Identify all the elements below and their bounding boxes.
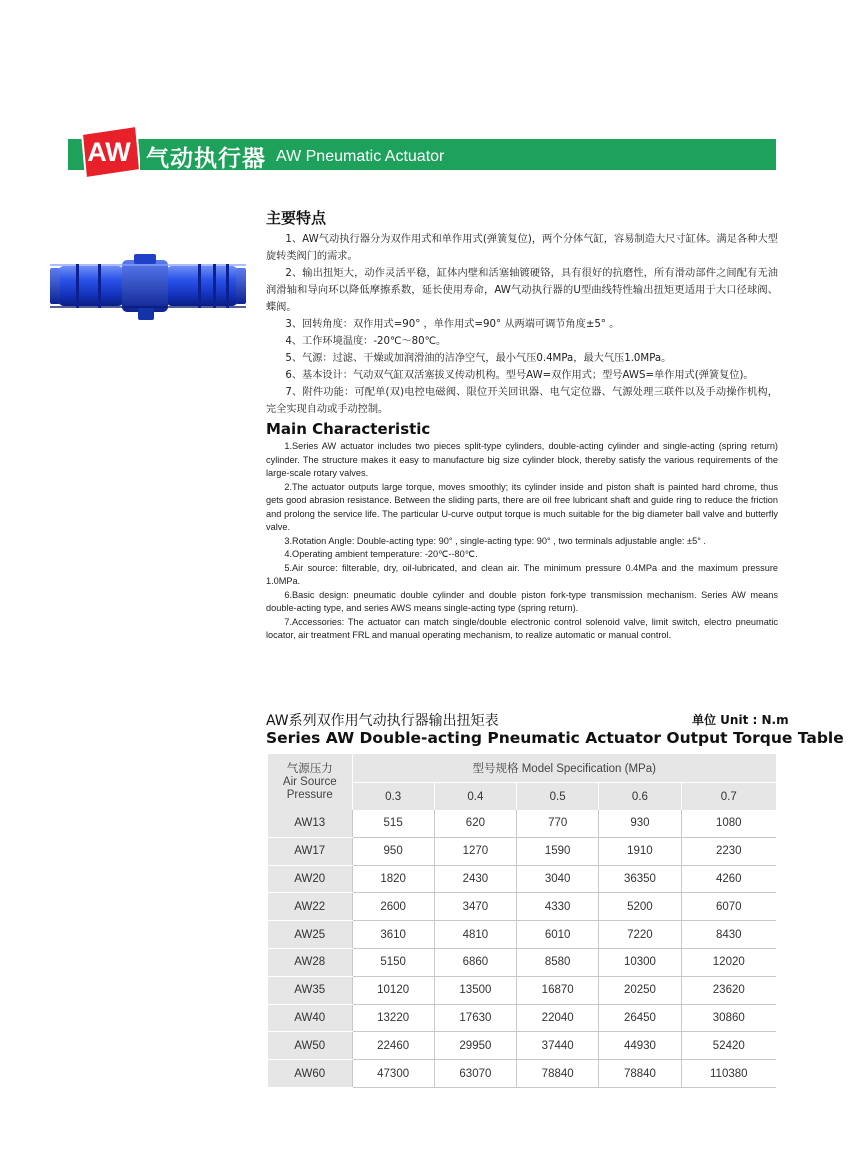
feature-en-item: 6.Basic design: pneumatic double cylinder and double piston fork-type transmission mechanism. Series AW means double-acting type, and series AWS means single-acting type (spring return).: [266, 589, 778, 613]
features-cn-heading: 主要特点: [266, 209, 327, 227]
features-en-heading: Main Characteristic: [266, 420, 431, 438]
torque-value-cell: 4260: [681, 865, 776, 893]
table-row: [268, 893, 776, 921]
table-row: [268, 865, 776, 893]
torque-value-cell: 8430: [681, 921, 776, 949]
torque-table: [268, 754, 776, 1088]
page-title-cn: 气动执行器: [146, 146, 266, 172]
torque-value-cell: 2430: [434, 865, 516, 893]
table-row: [268, 976, 776, 1004]
torque-value-cell: 950: [352, 837, 434, 865]
model-cell: AW28: [268, 948, 352, 976]
pressure-header: 0.3: [352, 783, 434, 811]
feature-cn-item: 2、输出扭矩大，动作灵活平稳，缸体内壁和活塞轴镀硬铬，具有很好的抗磨性，所有滑动部件之间配有无油润滑轴和导向环以降低摩擦系数，延长使用寿命，AW气动执行器的U型曲线特性输出扭矩更适用于大口径球阀、蝶阀。: [266, 268, 778, 313]
torque-value-cell: 7220: [599, 921, 681, 949]
torque-value-cell: 1590: [517, 837, 599, 865]
feature-cn-item: 3、回转角度：双作用式=90° ，单作用式=90° 从两端可调节角度±5° 。: [285, 319, 620, 330]
torque-value-cell: 78840: [599, 1060, 681, 1088]
torque-value-cell: 930: [599, 810, 681, 837]
table-row: [268, 1004, 776, 1032]
feature-cn-item: 1、AW气动执行器分为双作用式和单作用式(弹簧复位)，两个分体气缸，容易制造大尺寸缸体。满足各种大型旋转类阀门的需求。: [266, 234, 778, 262]
torque-value-cell: 1820: [352, 865, 434, 893]
torque-value-cell: 13500: [434, 976, 516, 1004]
torque-value-cell: 8580: [517, 948, 599, 976]
torque-value-cell: 17630: [434, 1004, 516, 1032]
corner-en-1: Air Source: [282, 775, 337, 788]
pressure-header: 0.5: [517, 783, 599, 811]
torque-table-title-cn: AW系列双作用气动执行器输出扭矩表: [266, 713, 499, 729]
feature-en-item: 7.Accessories: The actuator can match single/double electronic control solenoid valve, limit switch, electro pneumatic locator, air treatment FRL and manual operating mechanism, to realize automatic or manual control.: [266, 616, 778, 640]
pressure-header: 0.6: [599, 783, 681, 811]
badge-label: AW: [87, 137, 131, 167]
torque-value-cell: 22040: [517, 1004, 599, 1032]
torque-value-cell: 10120: [352, 976, 434, 1004]
model-cell: AW60: [268, 1060, 352, 1088]
torque-value-cell: 4330: [517, 893, 599, 921]
table-row: [268, 921, 776, 949]
model-cell: AW17: [268, 837, 352, 865]
model-cell: AW20: [268, 865, 352, 893]
torque-value-cell: 110380: [681, 1060, 776, 1088]
feature-en-item: 5.Air source: filterable, dry, oil-lubricated, and clean air. The minimum pressure 0.4MPa and the maximum pressure 1.0MPa.: [266, 562, 778, 586]
torque-value-cell: 5200: [599, 893, 681, 921]
model-cell: AW25: [268, 921, 352, 949]
table-row: [268, 1060, 776, 1088]
feature-cn-item: 6、基本设计：气动双气缸双活塞拔叉传动机构。型号AW=双作用式；型号AWS=单作用式(弹簧复位)。: [285, 370, 754, 381]
torque-value-cell: 2230: [681, 837, 776, 865]
torque-value-cell: 22460: [352, 1032, 434, 1060]
table-row: [268, 837, 776, 865]
table-corner-header: [268, 754, 352, 810]
torque-value-cell: 10300: [599, 948, 681, 976]
torque-value-cell: 78840: [517, 1060, 599, 1088]
feature-en-item: 2.The actuator outputs large torque, moves smoothly; its cylinder inside and piston shaft is painted hard chrome, thus gets good abrasion resistance. Between the sliding parts, there are oil free lubricant shaft and guide ring to reduce the friction and prolong the service life. The particular U-curve output torque is much suitable for the big diameter ball valve and butterfly valve.: [266, 481, 778, 532]
torque-value-cell: 37440: [517, 1032, 599, 1060]
torque-table-unit: 单位 Unit : N.m: [692, 713, 789, 727]
spec-header: 型号规格 Model Specification (MPa): [352, 754, 776, 783]
table-row: [268, 810, 776, 837]
torque-value-cell: 63070: [434, 1060, 516, 1088]
torque-value-cell: 620: [434, 810, 516, 837]
torque-value-cell: 13220: [352, 1004, 434, 1032]
feature-en-item: 3.Rotation Angle: Double-acting type: 90° , single-acting type: 90° , two terminals adjustable angle: ±5° .: [284, 535, 706, 546]
torque-value-cell: 515: [352, 810, 434, 837]
corner-en-2: Pressure: [286, 788, 333, 801]
torque-table-title-en: Series AW Double-acting Pneumatic Actuator Output Torque Table: [266, 729, 844, 747]
table-row: [268, 1032, 776, 1060]
torque-value-cell: 6010: [517, 921, 599, 949]
pressure-header: 0.4: [434, 783, 516, 811]
aw-badge: [78, 126, 140, 178]
torque-value-cell: 23620: [681, 976, 776, 1004]
torque-value-cell: 770: [517, 810, 599, 837]
torque-value-cell: 26450: [599, 1004, 681, 1032]
torque-value-cell: 3040: [517, 865, 599, 893]
torque-value-cell: 30860: [681, 1004, 776, 1032]
torque-value-cell: 12020: [681, 948, 776, 976]
model-cell: AW13: [268, 810, 352, 837]
pneumatic-actuator-icon: [48, 252, 248, 322]
feature-cn-item: 4、工作环境温度：-20℃～80℃。: [285, 336, 447, 347]
corner-cn: 气源压力: [286, 762, 333, 775]
feature-cn-item: 5、气源：过滤、干燥或加润滑油的洁净空气，最小气压0.4MPa，最大气压1.0MPa。: [285, 353, 672, 364]
feature-en-item: 4.Operating ambient temperature: -20℃--80℃.: [284, 549, 478, 559]
torque-value-cell: 44930: [599, 1032, 681, 1060]
torque-value-cell: 6860: [434, 948, 516, 976]
torque-value-cell: 16870: [517, 976, 599, 1004]
torque-value-cell: 36350: [599, 865, 681, 893]
torque-value-cell: 1910: [599, 837, 681, 865]
torque-value-cell: 3470: [434, 893, 516, 921]
model-cell: AW35: [268, 976, 352, 1004]
torque-value-cell: 1270: [434, 837, 516, 865]
features-en: [266, 420, 778, 643]
features-cn: [266, 207, 778, 418]
model-cell: AW22: [268, 893, 352, 921]
table-row: [268, 948, 776, 976]
model-cell: AW40: [268, 1004, 352, 1032]
torque-value-cell: 52420: [681, 1032, 776, 1060]
feature-en-item: 1.Series AW actuator includes two pieces split-type cylinders, double-acting cylinder and single-acting (spring return) cylinder. The structure makes it easy to manufacture big size cylinder block, thereby satisfy the various requirements of the large-scale rotary valves.: [266, 441, 778, 478]
pressure-header: 0.7: [681, 783, 776, 811]
feature-cn-item: 7、附件功能：可配单(双)电控电磁阀、限位开关回讯器、电气定位器、气源处理三联件以及手动操作机构，完全实现自动或手动控制。: [266, 387, 778, 415]
torque-value-cell: 2600: [352, 893, 434, 921]
torque-value-cell: 29950: [434, 1032, 516, 1060]
torque-value-cell: 6070: [681, 893, 776, 921]
torque-value-cell: 1080: [681, 810, 776, 837]
page-title-en: AW Pneumatic Actuator: [276, 148, 445, 165]
torque-value-cell: 47300: [352, 1060, 434, 1088]
torque-value-cell: 5150: [352, 948, 434, 976]
model-cell: AW50: [268, 1032, 352, 1060]
torque-value-cell: 20250: [599, 976, 681, 1004]
torque-value-cell: 3610: [352, 921, 434, 949]
torque-value-cell: 4810: [434, 921, 516, 949]
torque-table-body: [268, 810, 776, 1087]
